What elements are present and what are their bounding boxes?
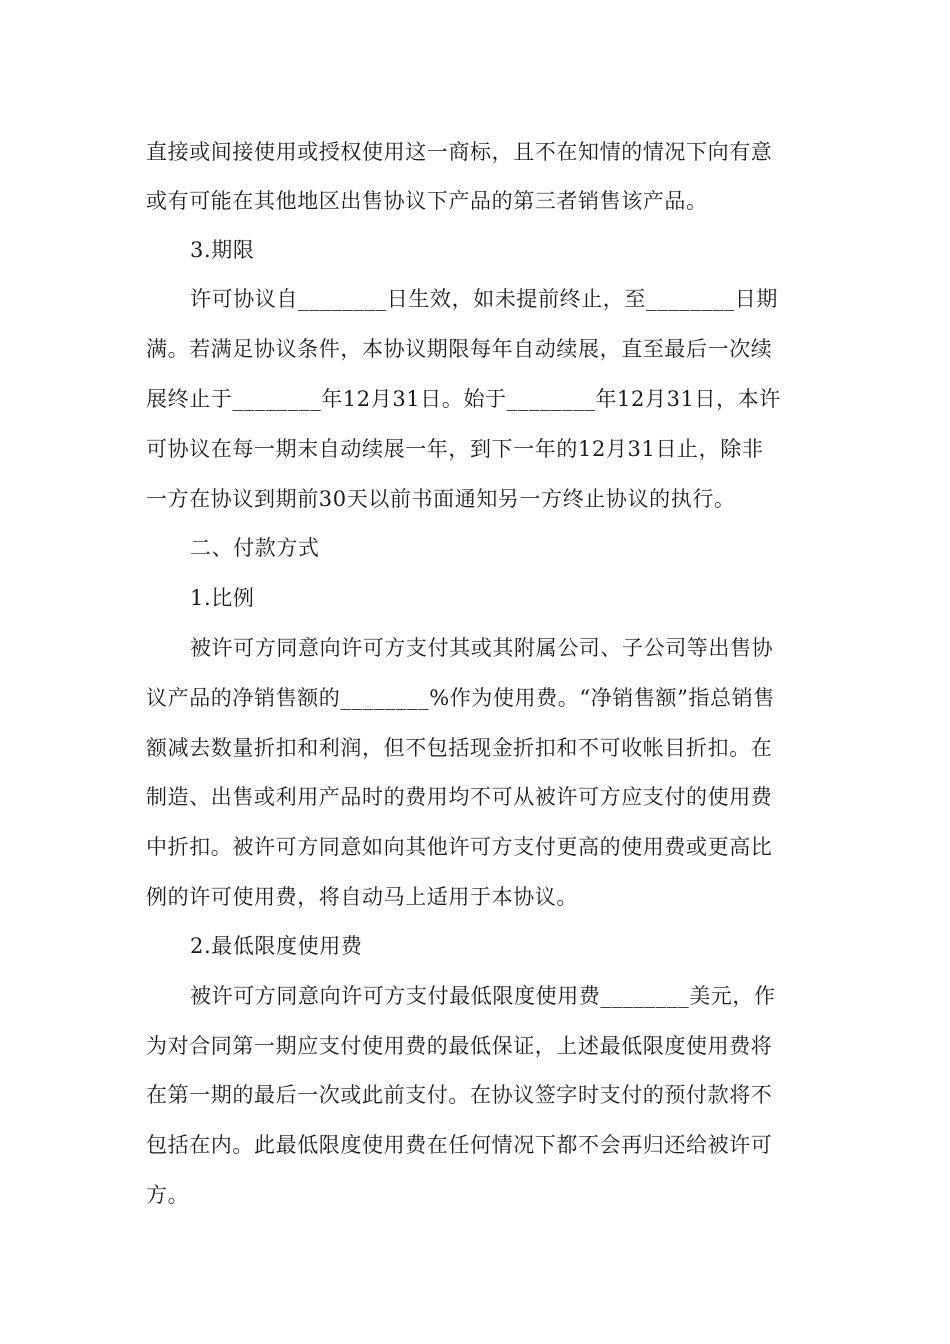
body-text-line: 额减去数量折扣和利润，但不包括现金折扣和不可收帐目折扣。在: [146, 736, 773, 760]
section-heading: 3.期限: [190, 238, 255, 262]
body-text-line: 展终止于________年12月31日。始于________年12月31日，本许: [146, 387, 781, 411]
chapter-heading: 二、付款方式: [190, 536, 320, 560]
body-text-line: 议产品的净销售额的________%作为使用费。“净销售额”指总销售: [146, 686, 775, 710]
body-text-line: 制造、出售或利用产品时的费用均不可从被许可方应支付的使用费: [146, 785, 773, 809]
body-text-line: 一方在协议到期前30天以前书面通知另一方终止协议的执行。: [146, 487, 736, 511]
body-text-line: 被许可方同意向许可方支付最低限度使用费________美元，作: [190, 984, 776, 1008]
body-text-line: 中折扣。被许可方同意如向其他许可方支付更高的使用费或更高比: [146, 835, 773, 859]
body-text-line: 例的许可使用费，将自动马上适用于本协议。: [146, 885, 578, 909]
body-text-line: 在第一期的最后一次或此前支付。在协议签字时支付的预付款将不: [146, 1083, 773, 1107]
body-text-line: 方。: [146, 1183, 190, 1207]
body-text-line: 满。若满足协议条件，本协议期限每年自动续展，直至最后一次续: [146, 337, 773, 361]
body-text-line: 许可协议自________日生效，如未提前终止，至________日期: [190, 287, 778, 311]
body-text-line: 被许可方同意向许可方支付其或其附属公司、子公司等出售协: [190, 636, 774, 660]
body-text-line: 或有可能在其他地区出售协议下产品的第三者销售该产品。: [146, 189, 708, 213]
body-text-line: 为对合同第一期应支付使用费的最低保证，上述最低限度使用费将: [146, 1034, 773, 1058]
body-text-line: 包括在内。此最低限度使用费在任何情况下都不会再归还给被许可: [146, 1133, 773, 1157]
body-text-line: 可协议在每一期末自动续展一年，到下一年的12月31日止，除非: [146, 437, 764, 461]
section-heading: 2.最低限度使用费: [190, 934, 363, 958]
body-text-line: 直接或间接使用或授权使用这一商标，且不在知情的情况下向有意: [146, 140, 773, 164]
section-heading: 1.比例: [190, 586, 255, 610]
